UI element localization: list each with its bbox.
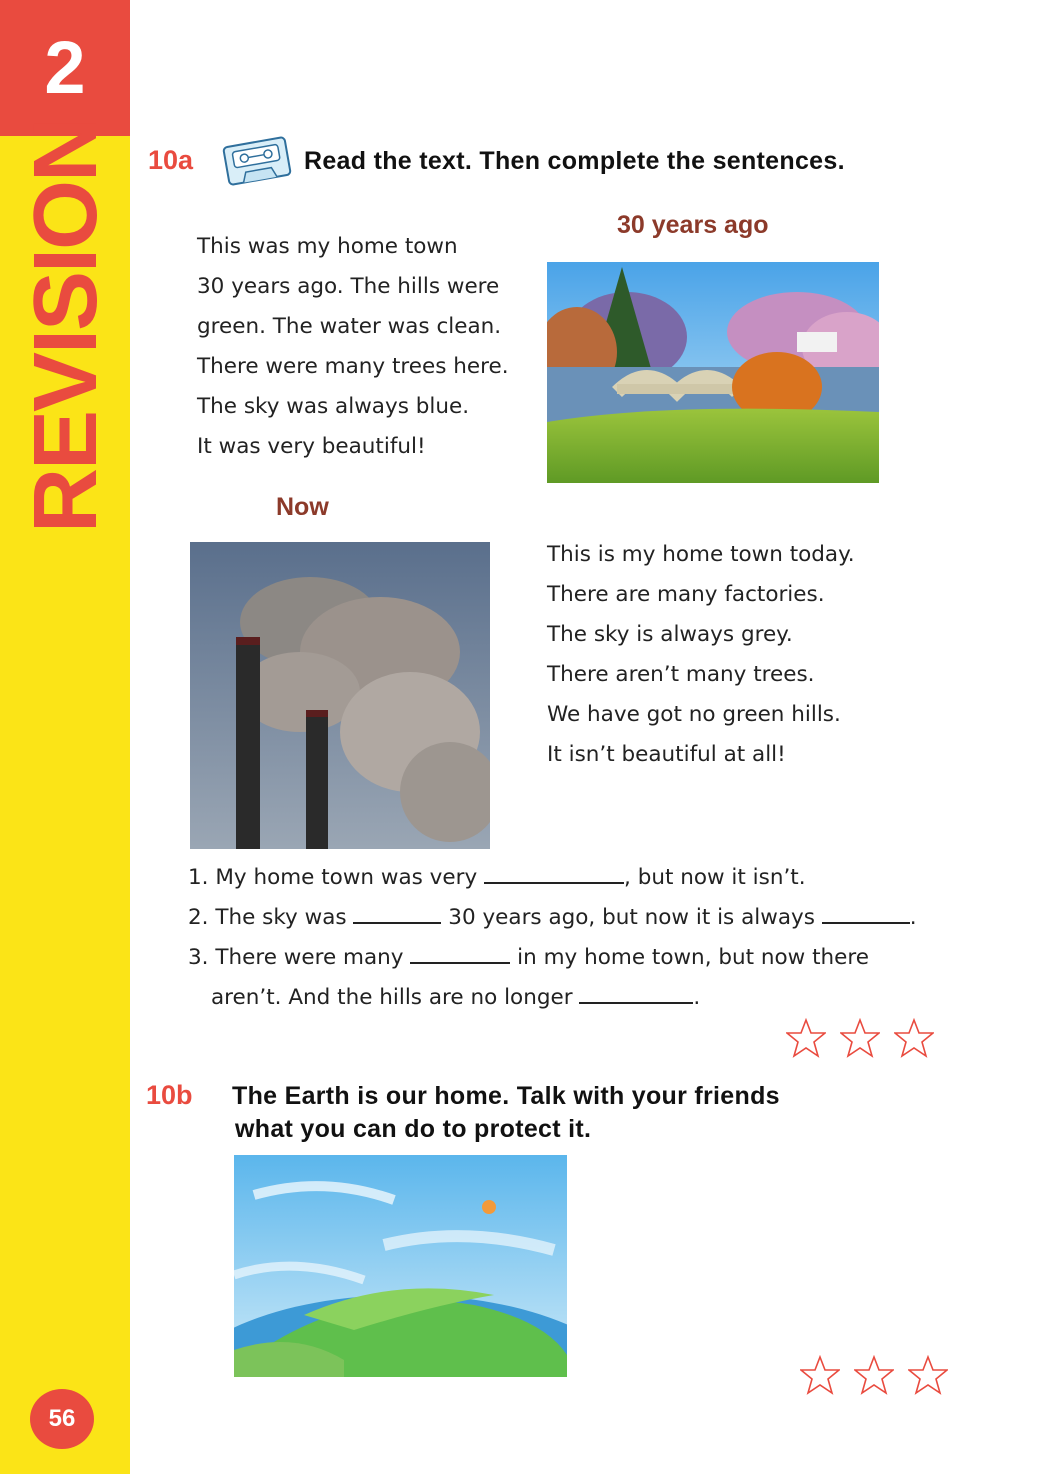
exercise-10a-number: 10a	[148, 145, 194, 175]
unit-number: 2	[44, 26, 86, 109]
now-line: There are many factories.	[547, 582, 825, 607]
past-caption: 30 years ago	[617, 211, 769, 239]
factory-photo	[190, 542, 490, 849]
now-line: It isn’t beautiful at all!	[547, 742, 786, 767]
exercise-10b-title	[232, 1080, 780, 1146]
sentence-text: 1. My home town was very	[188, 865, 478, 890]
past-line: It was very beautiful!	[197, 434, 426, 459]
sentence-text: .	[909, 905, 917, 930]
rating-stars-10b	[800, 1355, 948, 1395]
earth-illustration	[234, 1155, 567, 1377]
sentence-text: .	[693, 985, 701, 1010]
past-line: The sky was always blue.	[197, 394, 470, 419]
past-line: green. The water was clean.	[197, 314, 502, 339]
past-line: 30 years ago. The hills were	[197, 274, 500, 299]
cassette-icon[interactable]	[220, 136, 294, 190]
blank-field[interactable]	[484, 860, 624, 884]
sentence-3	[188, 938, 917, 978]
sentence-3-continued	[188, 978, 917, 1018]
star-icon[interactable]	[894, 1018, 934, 1058]
sentence-text: 2. The sky was	[188, 905, 347, 930]
past-text	[197, 227, 509, 467]
sentence-text: aren’t. And the hills are no longer	[211, 985, 573, 1010]
star-icon[interactable]	[800, 1355, 840, 1395]
past-line: There were many trees here.	[197, 354, 509, 379]
sentence-1	[188, 858, 917, 898]
completion-sentences	[188, 858, 917, 1018]
exercise-10b-title-line: The Earth is our home. Talk with your friends	[232, 1082, 780, 1110]
blank-field[interactable]	[410, 940, 510, 964]
now-line: This is my home town today.	[547, 542, 855, 567]
unit-box	[0, 0, 130, 136]
blank-field[interactable]	[822, 900, 910, 924]
exercise-10b-number: 10b	[146, 1080, 193, 1110]
star-icon[interactable]	[786, 1018, 826, 1058]
now-line: There aren’t many trees.	[547, 662, 815, 687]
sentence-text: in my home town, but now there	[517, 945, 869, 970]
blank-field[interactable]	[579, 980, 693, 1004]
sentence-text: , but now it isn’t.	[624, 865, 806, 890]
exercise-10a-title: Read the text. Then complete the sentences.	[304, 147, 845, 175]
rating-stars-10a	[786, 1018, 934, 1058]
star-icon[interactable]	[854, 1355, 894, 1395]
star-icon[interactable]	[908, 1355, 948, 1395]
revision-label: REVISION	[16, 118, 116, 534]
landscape-photo	[547, 262, 879, 483]
page-number: 56	[30, 1389, 94, 1449]
past-line: This was my home town	[197, 234, 458, 259]
sentence-text: 3. There were many	[188, 945, 404, 970]
sentence-2	[188, 898, 917, 938]
now-line: The sky is always grey.	[547, 622, 793, 647]
star-icon[interactable]	[840, 1018, 880, 1058]
sentence-text: 30 years ago, but now it is always	[448, 905, 815, 930]
exercise-10b-title-line: what you can do to protect it.	[235, 1115, 592, 1143]
now-line: We have got no green hills.	[547, 702, 841, 727]
blank-field[interactable]	[353, 900, 441, 924]
now-caption: Now	[276, 493, 329, 521]
now-text	[547, 535, 855, 775]
